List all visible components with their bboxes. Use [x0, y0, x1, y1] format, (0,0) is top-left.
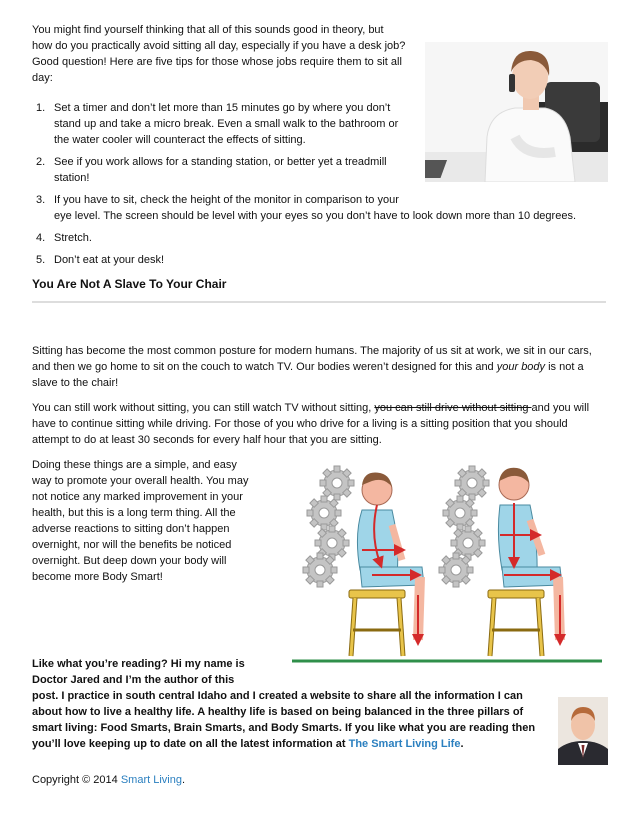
text-span: . — [460, 738, 464, 750]
tip-line: eye level. The screen should be level with your eyes so you don’t have to look down more than 10 degrees. — [54, 210, 577, 222]
paragraph-line — [32, 400, 610, 416]
list-item — [32, 154, 612, 186]
section-heading: You Are Not A Slave To Your Chair — [32, 277, 227, 291]
text-span: you’ll love keeping up to date on all the latest information at — [32, 738, 349, 750]
paragraph-line: overnight, nor will the benefits be noticed — [32, 539, 232, 551]
paragraph-line: slave to the chair! — [32, 377, 119, 389]
paragraph-line: Doing these things are a simple, and easy — [32, 459, 237, 471]
copyright — [32, 772, 185, 788]
text-span: . — [181, 774, 186, 786]
bio-line: about how to live a healthy life. A healthy life is based on being balanced in the three pillars of — [32, 706, 524, 718]
paragraph-line: health, but this is a long term thing. All the — [32, 507, 236, 519]
intro-line: Good question! Here are five tips for those whose jobs require them to sit all — [32, 56, 402, 68]
intro-line: day: — [32, 72, 53, 84]
list-number: 1. — [36, 102, 46, 114]
paragraph-line: way to promote your overall health. You may — [32, 475, 249, 487]
tip-line: stand up and take a micro break. Even a small walk to the bathroom or — [54, 118, 399, 130]
intro-line: how do you practically avoid sitting all day, especially if you have a desk job? — [32, 40, 406, 52]
text-span: and then we go home to sit on the couch to watch TV. Our bodies weren’t designed for this and — [32, 361, 497, 373]
author-photo — [558, 697, 608, 765]
list-item — [32, 192, 612, 224]
paragraph-line: attempt to do at least 30 seconds for every half hour that you are sitting. — [32, 434, 382, 446]
strikethrough-text: you can still drive without sitting — [374, 402, 532, 414]
tip-line: If you have to sit, check the height of the monitor in comparison to your — [54, 194, 399, 206]
tip-line: See if you work allows for a standing station, or better yet a treadmill — [54, 156, 387, 168]
tips-list — [32, 100, 612, 274]
text-span: and you will — [531, 402, 590, 414]
bio-line: Doctor Jared and I’m the author of this — [32, 674, 235, 686]
tip-line: Stretch. — [54, 232, 92, 244]
paragraph — [32, 400, 610, 448]
smart-living-link[interactable]: Smart Living — [120, 774, 182, 786]
author-bio — [32, 656, 556, 752]
paragraph-line: Sitting has become the most common posture for modern humans. The majority of us sit at work, we sit in our cars, — [32, 345, 592, 357]
intro-line: You might find yourself thinking that all of this sounds good in theory, but — [32, 24, 384, 36]
list-item — [32, 100, 612, 148]
list-number: 5. — [36, 254, 46, 266]
paragraph — [32, 343, 610, 391]
smart-living-life-link[interactable]: The Smart Living Life — [348, 738, 461, 750]
intro-paragraph — [32, 22, 422, 86]
bio-line: Like what you’re reading? Hi my name is — [32, 658, 245, 670]
copyright-text: Copyright © 2014 — [32, 774, 121, 786]
list-number: 2. — [36, 156, 46, 168]
tip-line: the water cooler will counteract the effects of sitting. — [54, 134, 306, 146]
tip-line: station! — [54, 172, 90, 184]
list-number: 3. — [36, 194, 46, 206]
paragraph — [32, 457, 260, 585]
paragraph-line: have to continue sitting while driving. For those of you who drive for a living is a sitting position that you should — [32, 418, 568, 430]
tip-line: Set a timer and don’t let more than 15 minutes go by where you don’t — [54, 102, 391, 114]
paragraph-line: overnight. But deep down your body will — [32, 555, 227, 567]
posture-illustration — [292, 455, 602, 665]
list-item — [32, 252, 612, 268]
text-span: You can still work without sitting, you can still watch TV without sitting, — [32, 402, 375, 414]
bio-line — [32, 736, 556, 752]
tip-line: Don’t eat at your desk! — [54, 254, 165, 266]
paragraph-line: adverse reactions to sitting don’t happen — [32, 523, 230, 535]
list-item — [32, 230, 612, 246]
bio-line: post. I practice in south central Idaho and I created a website to share all the information I can — [32, 690, 523, 702]
bio-line: smart living: Food Smarts, Brain Smarts, and Body Smarts. If you like what you are reading then — [32, 722, 536, 734]
divider — [32, 301, 606, 303]
emphasis-text: your body — [496, 361, 546, 373]
list-number: 4. — [36, 232, 46, 244]
paragraph-line: become more Body Smart! — [32, 571, 163, 583]
paragraph-line — [32, 359, 610, 375]
text-span: is not a — [545, 361, 584, 373]
paragraph-line: not notice any marked improvement in your — [32, 491, 243, 503]
